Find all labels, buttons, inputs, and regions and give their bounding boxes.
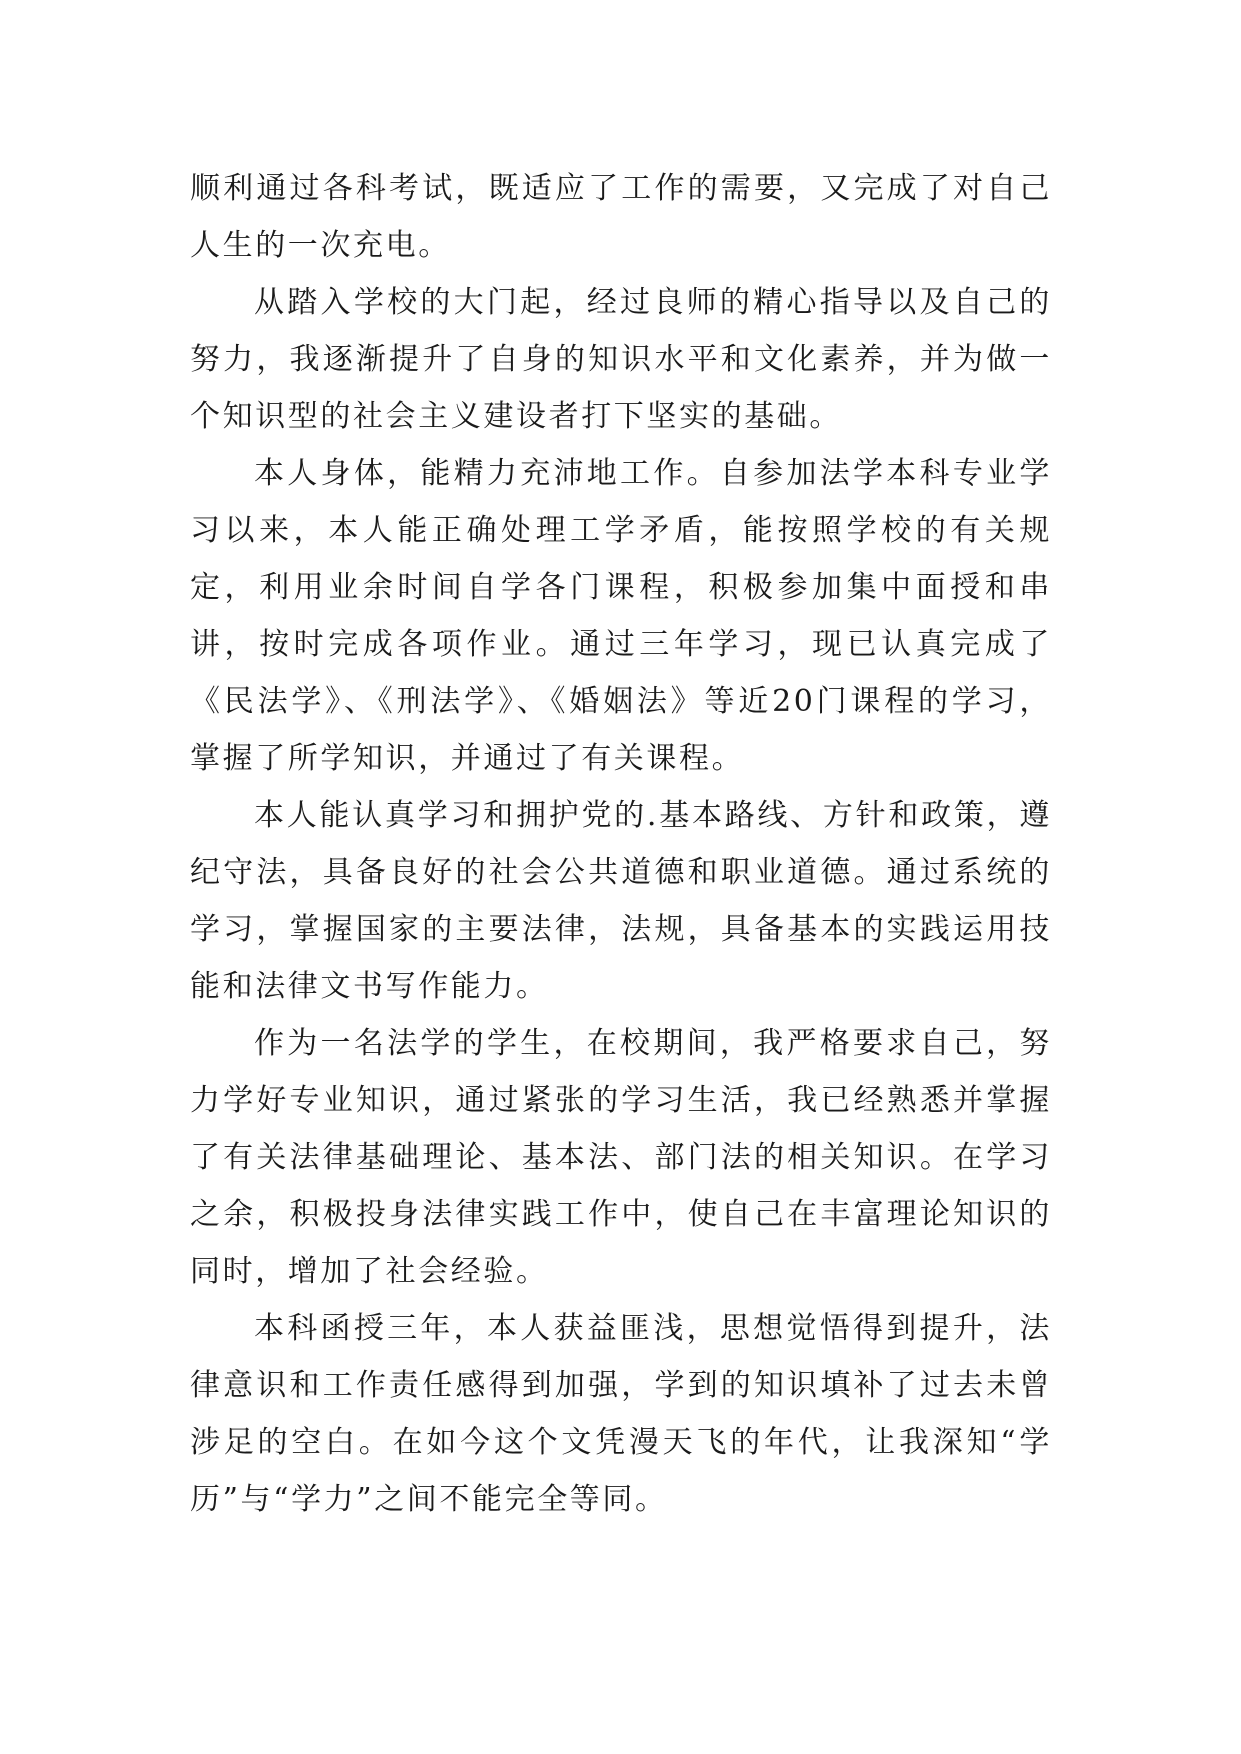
paragraph-1: 顺利通过各科考试，既适应了工作的需要，又完成了对自己人生的一次充电。 xyxy=(190,171,1052,263)
document-body xyxy=(190,160,1052,1528)
paragraph-5: 作为一名法学的学生，在校期间，我严格要求自己，努力学好专业知识，通过紧张的学习生活，我已经熟悉并掌握了有关法律基础理论、基本法、部门法的相关知识。在学习之余，积极投身法律实践工作中，使自己在丰富理论知识的同时，增加了社会经验。 xyxy=(190,1026,1052,1289)
paragraph-4: 本人能认真学习和拥护党的.基本路线、方针和政策，遵纪守法，具备良好的社会公共道德和职业道德。通过系统的学习，掌握国家的主要法律，法规，具备基本的实践运用技能和法律文书写作能力。 xyxy=(190,798,1052,1004)
paragraph-2: 从踏入学校的大门起，经过良师的精心指导以及自己的努力，我逐渐提升了自身的知识水平和文化素养，并为做一个知识型的社会主义建设者打下坚实的基础。 xyxy=(190,285,1052,434)
paragraph-6: 本科函授三年，本人获益匪浅，思想觉悟得到提升，法律意识和工作责任感得到加强，学到的知识填补了过去未曾涉足的空白。在如今这个文凭漫天飞的年代，让我深知“学历”与“学力”之间不能完全等同。 xyxy=(190,1311,1052,1517)
paragraph-3: 本人身体，能精力充沛地工作。自参加法学本科专业学习以来，本人能正确处理工学矛盾，能按照学校的有关规定，利用业余时间自学各门课程，积极参加集中面授和串讲，按时完成各项作业。通过三年学习，现已认真完成了《民法学》、《刑法学》、《婚姻法》等近20门课程的学习，掌握了所学知识，并通过了有关课程。 xyxy=(190,456,1052,776)
